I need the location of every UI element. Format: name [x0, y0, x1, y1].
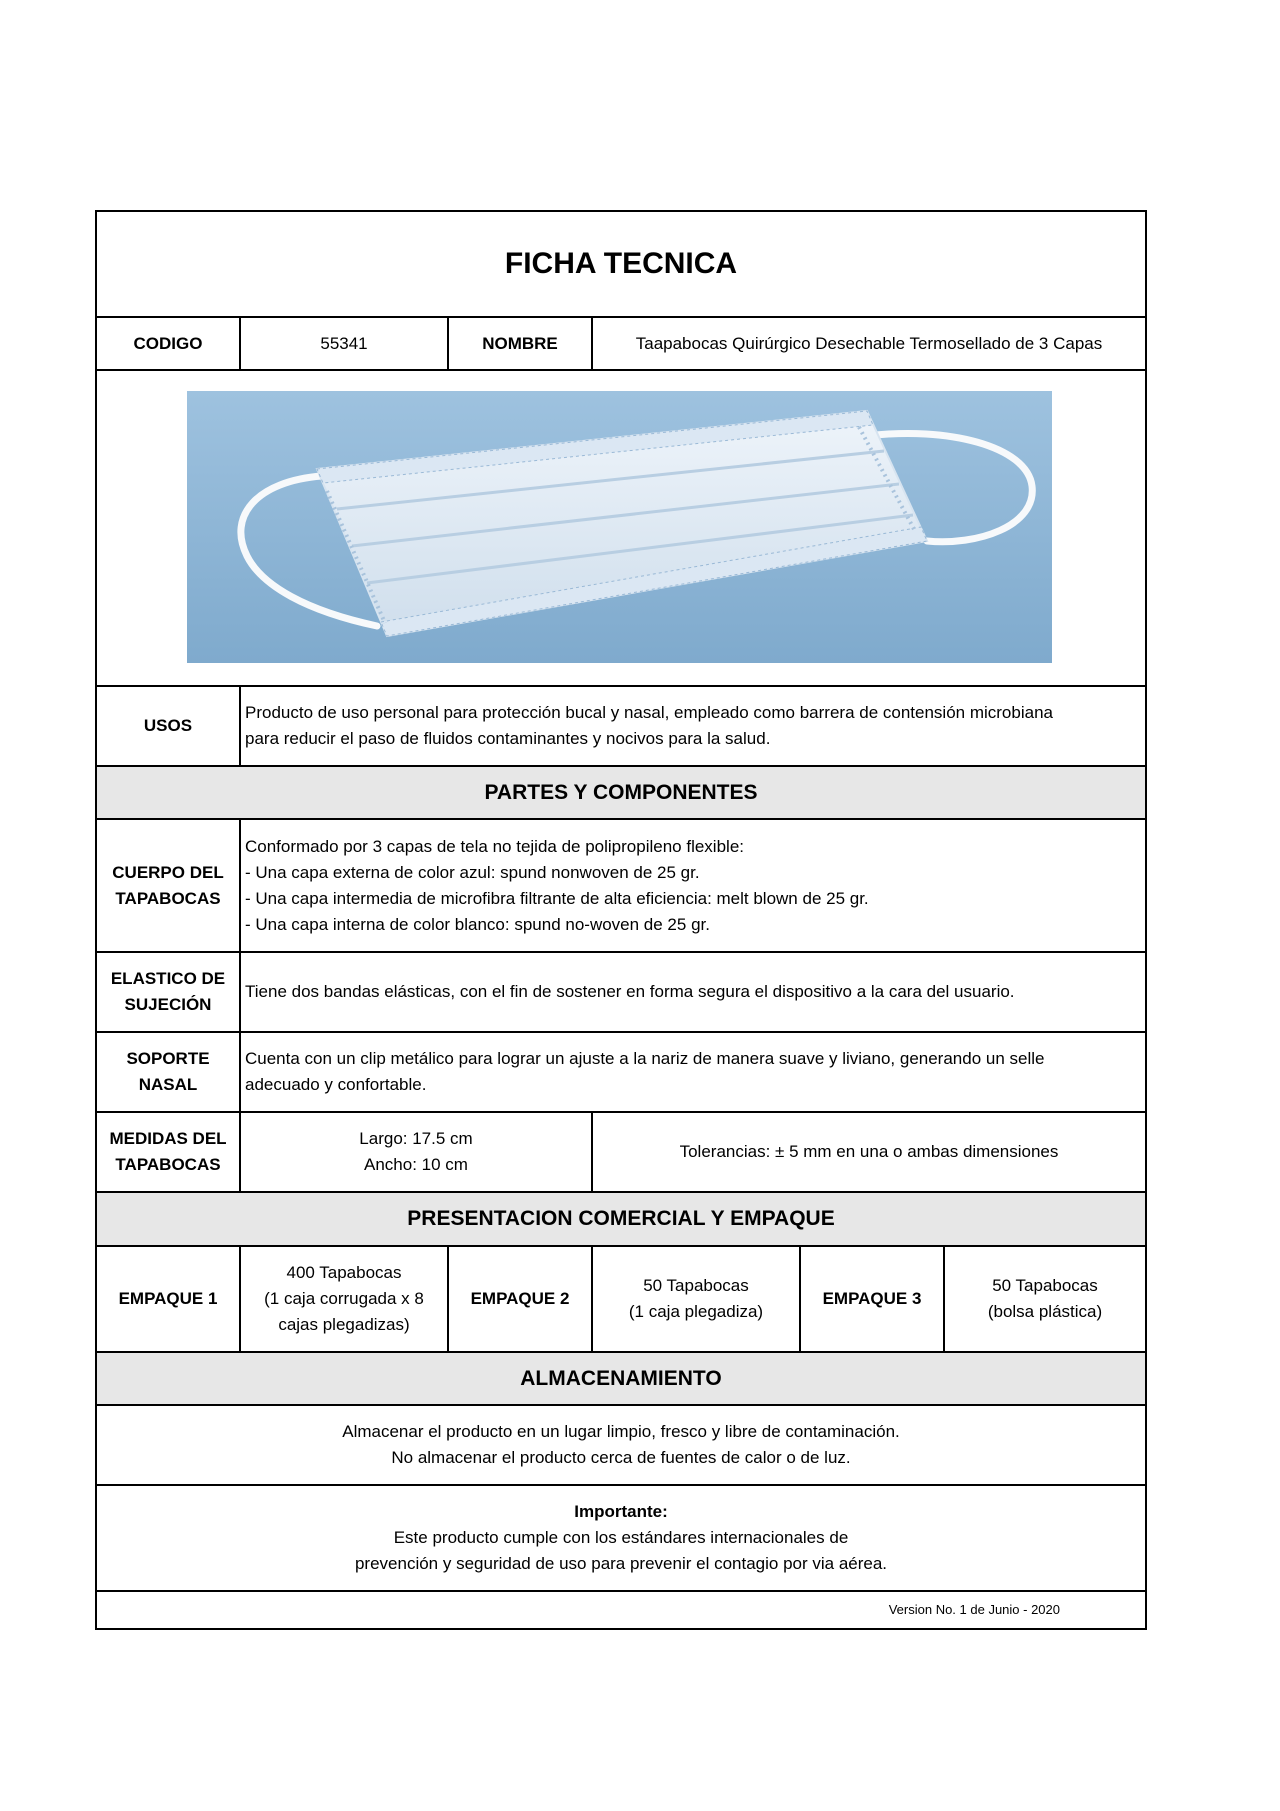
- codigo-label: CODIGO: [133, 333, 203, 353]
- presentacion-section-header: [97, 1193, 1145, 1247]
- technical-sheet: [95, 210, 1147, 1630]
- nombre-label: NOMBRE: [447, 318, 591, 369]
- empaque-2-value: 50 Tapabocas (1 caja plegadiza): [591, 1247, 799, 1351]
- soporte-text: Cuenta con un clip metálico para lograr un ajuste a la nariz de manera suave y liviano, generando un selle adecuado y confortable.: [239, 1033, 1145, 1111]
- cuerpo-label: CUERPO DEL TAPABOCAS: [112, 862, 224, 908]
- medidas-label: MEDIDAS DEL TAPABOCAS: [109, 1129, 227, 1174]
- usos-label: USOS: [143, 716, 193, 735]
- cuerpo-text: Conformado por 3 capas de tela no tejida de polipropileno flexible: - Una capa externa de color azul: spund nonwoven de 25 gr. - Una capa intermedia de microfibra filtrante de alta eficiencia: melt blown de 25 gr. - Una capa interna de color blanco: spund no-woven de 25 gr.: [239, 820, 1145, 951]
- page-title: FICHA TECNICA: [504, 247, 738, 280]
- title-row: [97, 212, 1145, 318]
- almacenamiento-header: ALMACENAMIENTO: [520, 1366, 722, 1390]
- almacenamiento-row: [97, 1406, 1145, 1486]
- importante-label: Importante:: [574, 1502, 668, 1521]
- presentacion-header: PRESENTACION COMERCIAL Y EMPAQUE: [407, 1207, 835, 1230]
- medidas-row: [97, 1113, 1145, 1193]
- empaque-3-label: EMPAQUE 3: [799, 1247, 943, 1351]
- empaque-3-value: 50 Tapabocas (bolsa plástica): [943, 1247, 1145, 1351]
- empaque-2-label: EMPAQUE 2: [447, 1247, 591, 1351]
- importante-text: Este producto cumple con los estándares internacionales de prevención y seguridad de uso para prevenir el contagio por via aérea.: [354, 1528, 888, 1573]
- elastico-row: [97, 953, 1145, 1033]
- usos-text: Producto de uso personal para protección bucal y nasal, empleado como barrera de contensión microbiana para reducir el paso de fluidos contaminantes y nocivos para la salud.: [239, 687, 1145, 765]
- usos-row: [97, 687, 1145, 767]
- version-text: Version No. 1 de Junio - 2020: [888, 1602, 1060, 1617]
- elastico-text: Tiene dos bandas elásticas, con el fin de sostener en forma segura el dispositivo a la cara del usuario.: [239, 953, 1145, 1031]
- surgical-mask-photo: [187, 391, 1052, 663]
- partes-header: PARTES Y COMPONENTES: [484, 780, 758, 804]
- empaque-row: [97, 1247, 1145, 1353]
- version-row: [97, 1592, 1145, 1628]
- image-row: [97, 371, 1145, 687]
- nombre-value: Taapabocas Quirúrgico Desechable Termosellado de 3 Capas: [591, 318, 1145, 369]
- importante-block: [97, 1486, 1145, 1590]
- partes-section-header: [97, 767, 1145, 820]
- codigo-value: 55341: [239, 318, 447, 369]
- medidas-tolerancias: Tolerancias: ± 5 mm en una o ambas dimensiones: [591, 1113, 1145, 1191]
- code-name-row: [97, 318, 1145, 371]
- elastico-label: ELASTICO DE SUJECIÓN: [110, 969, 226, 1014]
- almacenamiento-text: Almacenar el producto en un lugar limpio, fresco y libre de contaminación. No almacenar el producto cerca de fuentes de calor o de luz.: [342, 1422, 900, 1467]
- medidas-dims: Largo: 17.5 cm Ancho: 10 cm: [239, 1113, 591, 1191]
- cuerpo-row: [97, 820, 1145, 953]
- soporte-row: [97, 1033, 1145, 1113]
- empaque-1-value: 400 Tapabocas (1 caja corrugada x 8 cajas plegadizas): [239, 1247, 447, 1351]
- importante-row: [97, 1486, 1145, 1592]
- almacenamiento-section-header: [97, 1353, 1145, 1406]
- empaque-1-label: EMPAQUE 1: [118, 1289, 218, 1308]
- soporte-label: SOPORTE NASAL: [126, 1049, 210, 1094]
